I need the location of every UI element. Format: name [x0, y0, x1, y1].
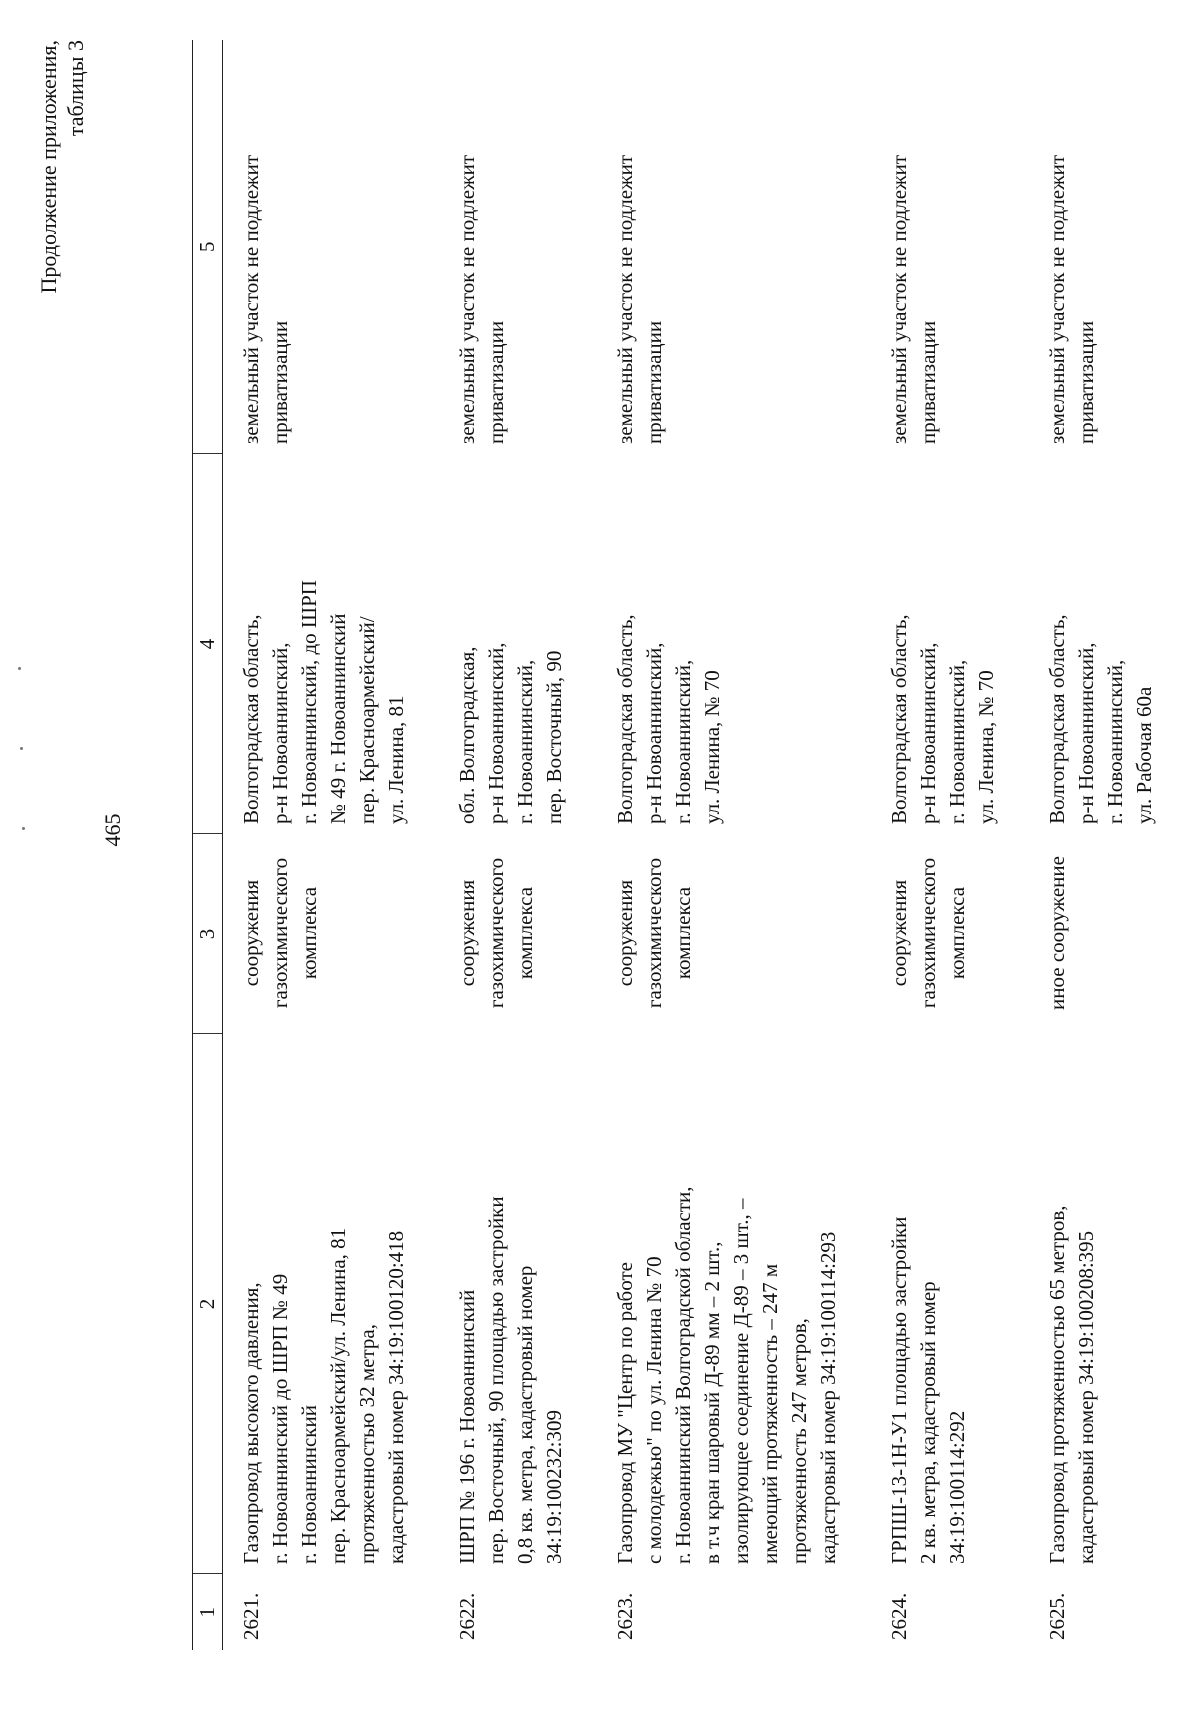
land-note: [223, 40, 440, 454]
text-line: приватизации: [268, 320, 292, 444]
land-note: [439, 40, 597, 454]
text-line: комплекса: [513, 886, 537, 980]
table-row: [597, 40, 871, 1650]
object-kind: [1029, 834, 1187, 1034]
text-line: протяженностью 32 метра,: [355, 1324, 379, 1564]
text-line: Волгоградская область,: [239, 614, 263, 824]
text-line: ул. Рабочая 60а: [1132, 686, 1156, 824]
table-row: [439, 40, 597, 1650]
text-line: пер. Восточный, 90 площадью застройки: [484, 1196, 508, 1564]
text-line: 34:19:100114:292: [945, 1410, 969, 1564]
caption-line-1: Продолжение приложения,: [36, 40, 61, 294]
text-line: р-н Новоаннинский,: [268, 642, 292, 824]
column-header-5: 5: [193, 40, 223, 454]
text-line: обл. Волгоградская,: [455, 646, 479, 824]
text-line: Газопровод высокого давления,: [239, 1282, 263, 1564]
text-line: приватизации: [642, 320, 666, 444]
text-line: р-н Новоаннинский,: [916, 642, 940, 824]
text-line: р-н Новоаннинский,: [1074, 642, 1098, 824]
object-description: [597, 1034, 871, 1574]
text-line: Газопровод протяженностью 65 метров,: [1045, 1205, 1069, 1564]
text-line: в т.ч кран шаровый Д-89 мм – 2 шт.,: [700, 1241, 724, 1564]
object-address: [597, 454, 871, 834]
text-line: с молодежью" по ул. Ленина № 70: [642, 1256, 666, 1564]
text-line: сооружения: [239, 879, 263, 987]
text-line: г. Новоаннинский,: [1103, 659, 1127, 824]
table-row: [1029, 40, 1187, 1650]
object-description: [871, 1034, 1029, 1574]
object-description: [1029, 1034, 1187, 1574]
text-line: пер. Красноармейский/: [355, 616, 379, 824]
text-line: 0,8 кв. метра, кадастровый номер: [513, 1265, 537, 1564]
text-line: приватизации: [484, 320, 508, 444]
text-line: изолирующее соединение Д-89 – 3 шт., –: [729, 1198, 753, 1564]
scan-speck: [20, 747, 23, 750]
text-line: ул. Ленина, № 70: [700, 670, 724, 824]
text-line: земельный участок не подлежит: [613, 154, 637, 444]
text-line: Волгоградская область,: [1045, 614, 1069, 824]
object-address: [223, 454, 440, 834]
table-row: [223, 40, 440, 1650]
scan-speck: [22, 827, 25, 830]
text-line: сооружения: [613, 879, 637, 987]
text-line: газохимического: [642, 857, 666, 1009]
object-kind: [597, 834, 871, 1034]
land-note: [597, 40, 871, 454]
scan-speck: [18, 667, 21, 670]
text-line: газохимического: [268, 857, 292, 1009]
text-line: комплекса: [671, 886, 695, 980]
text-line: ШРП № 196 г. Новоаннинский: [455, 1289, 479, 1564]
object-description: [439, 1034, 597, 1574]
column-number-row: [193, 40, 223, 1650]
text-line: приватизации: [1074, 320, 1098, 444]
text-line: кадастровый номер 34:19:100120:418: [384, 1230, 408, 1564]
text-line: комплекса: [945, 886, 969, 980]
text-line: ул. Ленина, № 70: [974, 670, 998, 824]
object-address: [439, 454, 597, 834]
text-line: г. Новоаннинский, до ШРП: [297, 580, 321, 824]
text-line: земельный участок не подлежит: [239, 154, 263, 444]
text-line: ул. Ленина, 81: [384, 695, 408, 824]
object-kind: [871, 834, 1029, 1034]
text-line: 2 кв. метра, кадастровый номер: [916, 1281, 940, 1564]
text-line: комплекса: [297, 886, 321, 980]
text-line: р-н Новоаннинский,: [484, 642, 508, 824]
column-header-4: 4: [193, 454, 223, 834]
registry-table: [192, 40, 1187, 1650]
row-number: 2625.: [1045, 1592, 1069, 1640]
row-number: 2623.: [613, 1592, 637, 1640]
text-line: кадастровый номер 34:19:100114:293: [816, 1231, 840, 1564]
text-line: Волгоградская область,: [613, 614, 637, 824]
page-number: 465: [100, 813, 125, 847]
row-number: 2622.: [455, 1592, 479, 1640]
object-kind: [223, 834, 440, 1034]
text-line: Газопровод МУ "Центр по работе: [613, 1262, 637, 1564]
row-number: 2621.: [239, 1592, 263, 1640]
text-line: протяженность 247 метров,: [787, 1318, 811, 1564]
text-line: сооружения: [887, 879, 911, 987]
text-line: земельный участок не подлежит: [1045, 154, 1069, 444]
text-line: пер. Красноармейский/ул. Ленина, 81: [326, 1227, 350, 1564]
text-line: р-н Новоаннинский,: [642, 642, 666, 824]
text-line: г. Новоаннинский,: [513, 659, 537, 824]
object-description: [223, 1034, 440, 1574]
land-note: [1029, 40, 1187, 454]
text-line: иное сооружение: [1045, 856, 1069, 1010]
text-line: кадастровый номер 34:19:100208:395: [1074, 1230, 1098, 1564]
continuation-caption: [35, 40, 89, 310]
object-kind: [439, 834, 597, 1034]
text-line: г. Новоаннинский: [297, 1405, 321, 1564]
text-line: Волгоградская область,: [887, 614, 911, 824]
text-line: приватизации: [916, 320, 940, 444]
object-address: [1029, 454, 1187, 834]
land-note: [871, 40, 1029, 454]
text-line: ГРПШ-13-1Н-У1 площадью застройки: [887, 1216, 911, 1564]
table-row: [871, 40, 1029, 1650]
text-line: земельный участок не подлежит: [887, 154, 911, 444]
text-line: г. Новоаннинский,: [945, 659, 969, 824]
text-line: газохимического: [916, 857, 940, 1009]
text-line: газохимического: [484, 857, 508, 1009]
text-line: земельный участок не подлежит: [455, 154, 479, 444]
text-line: имеющий протяженность – 247 м: [758, 1263, 782, 1564]
caption-line-2: таблицы 3: [63, 40, 88, 137]
column-header-3: 3: [193, 834, 223, 1034]
text-line: пер. Восточный, 90: [542, 650, 566, 824]
object-address: [871, 454, 1029, 834]
text-line: 34:19:100232:309: [542, 1409, 566, 1564]
text-line: сооружения: [455, 879, 479, 987]
text-line: г. Новоаннинский Волгоградской области,: [671, 1186, 695, 1564]
row-number: 2624.: [887, 1592, 911, 1640]
text-line: г. Новоаннинский до ШРП № 49: [268, 1273, 292, 1564]
column-header-2: 2: [193, 1034, 223, 1574]
text-line: г. Новоаннинский,: [671, 659, 695, 824]
column-header-1: 1: [193, 1574, 223, 1650]
text-line: № 49 г. Новоаннинский: [326, 613, 350, 824]
